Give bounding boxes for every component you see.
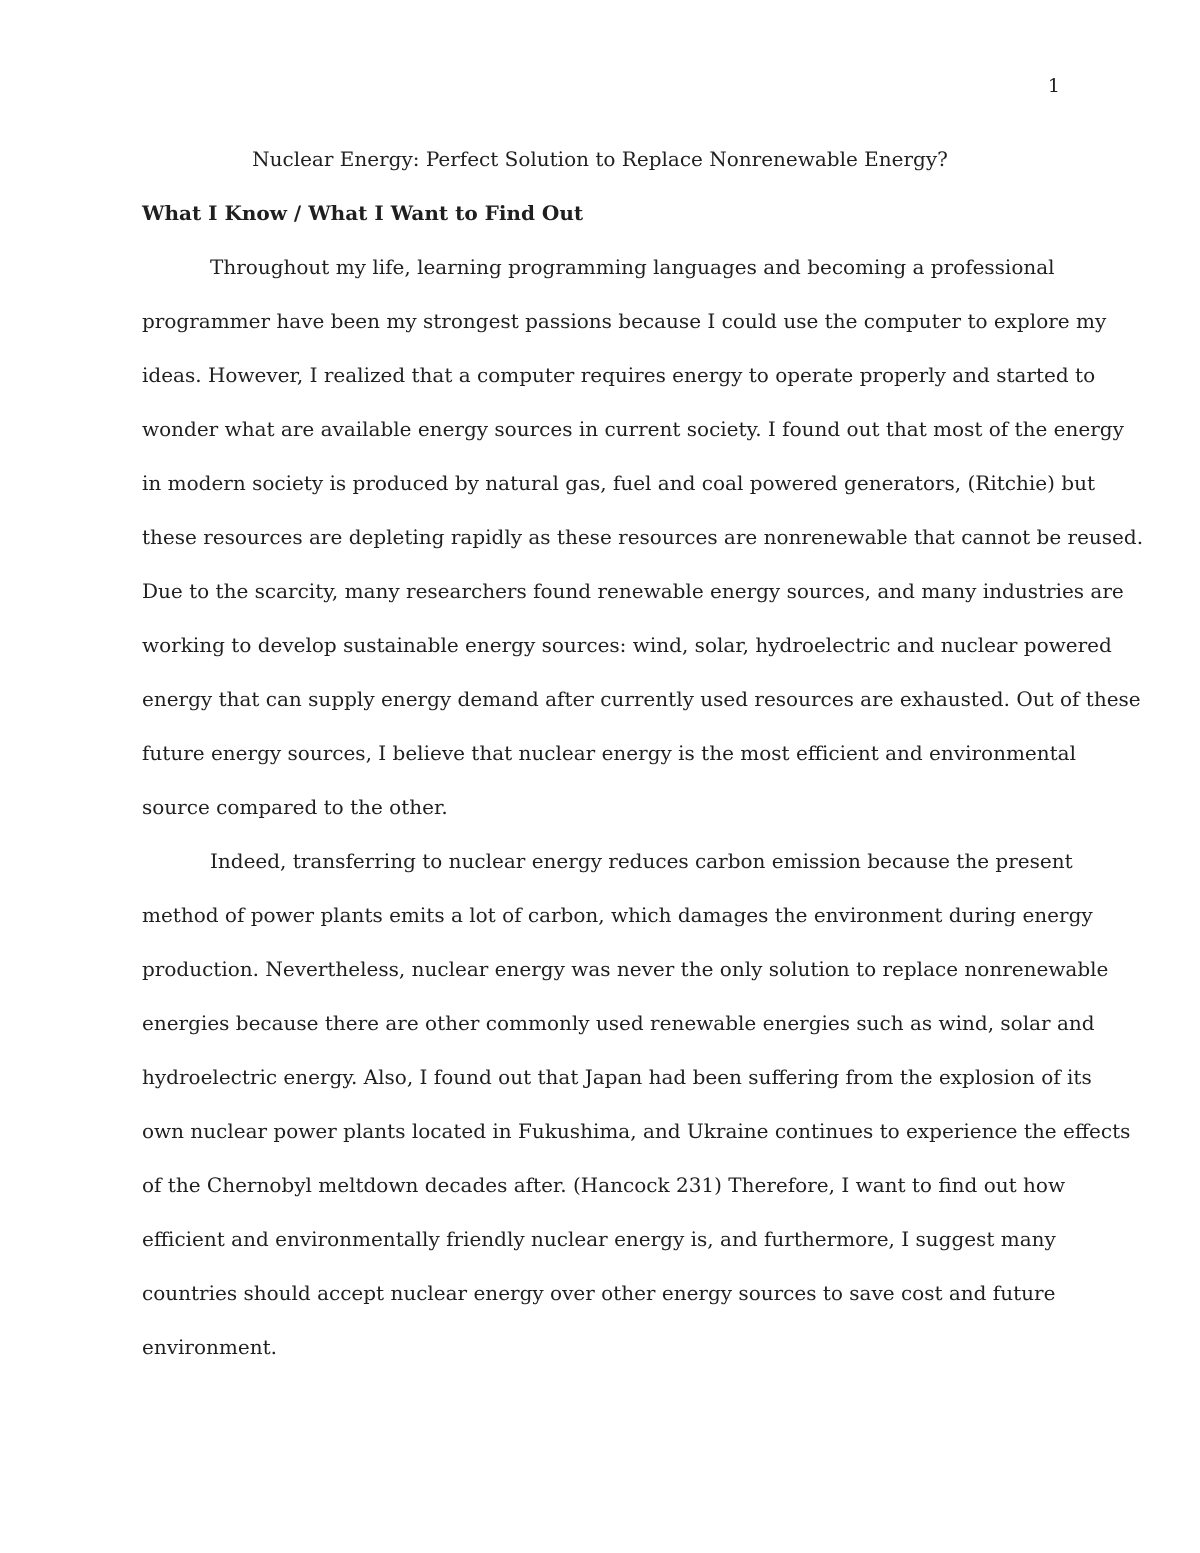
- paragraph-line: Throughout my life, learning programming languages and becoming a professional: [210, 255, 1055, 279]
- essay-title: Nuclear Energy: Perfect Solution to Replace Nonrenewable Energy?: [252, 147, 948, 171]
- paragraph-line: production. Nevertheless, nuclear energy was never the only solution to replace nonrenewable: [142, 957, 1109, 981]
- paragraph-line: Indeed, transferring to nuclear energy reduces carbon emission because the present: [210, 849, 1073, 873]
- paragraph-line: future energy sources, I believe that nuclear energy is the most efficient and environmental: [142, 741, 1076, 765]
- paragraph-line: energy that can supply energy demand after currently used resources are exhausted. Out of these: [142, 687, 1141, 711]
- paragraph-line: hydroelectric energy. Also, I found out that Japan had been suffering from the explosion of its: [142, 1065, 1092, 1089]
- paragraph-line: countries should accept nuclear energy over other energy sources to save cost and future: [142, 1281, 1056, 1305]
- paragraph-line: source compared to the other.: [142, 795, 448, 819]
- paragraph-line: method of power plants emits a lot of carbon, which damages the environment during energy: [142, 903, 1093, 927]
- paragraph-line: Due to the scarcity, many researchers found renewable energy sources, and many industries are: [142, 579, 1124, 603]
- paragraph-line: efficient and environmentally friendly nuclear energy is, and furthermore, I suggest many: [142, 1227, 1056, 1251]
- section-heading: What I Know / What I Want to Find Out: [142, 201, 584, 225]
- paragraph-line: in modern society is produced by natural gas, fuel and coal powered generators, (Ritchie) but: [142, 471, 1095, 495]
- paragraph-line: programmer have been my strongest passions because I could use the computer to explore my: [142, 309, 1107, 333]
- paragraph-line: environment.: [142, 1335, 277, 1359]
- paragraph-line: these resources are depleting rapidly as these resources are nonrenewable that cannot be reused.: [142, 525, 1144, 549]
- paragraph-1: [142, 253, 1144, 847]
- paragraph-line: energies because there are other commonly used renewable energies such as wind, solar and: [142, 1011, 1095, 1035]
- paragraph-line: own nuclear power plants located in Fukushima, and Ukraine continues to experience the effects: [142, 1119, 1131, 1143]
- page-number: 1: [1047, 75, 1060, 97]
- paragraph-line: of the Chernobyl meltdown decades after. (Hancock 231) Therefore, I want to find out how: [142, 1173, 1066, 1197]
- paragraph-line: wonder what are available energy sources in current society. I found out that most of the energy: [142, 417, 1124, 441]
- paragraph-2: [142, 847, 1131, 1387]
- paragraph-line: ideas. However, I realized that a computer requires energy to operate properly and started to: [142, 363, 1096, 387]
- paragraph-line: working to develop sustainable energy sources: wind, solar, hydroelectric and nuclear powered: [142, 633, 1112, 657]
